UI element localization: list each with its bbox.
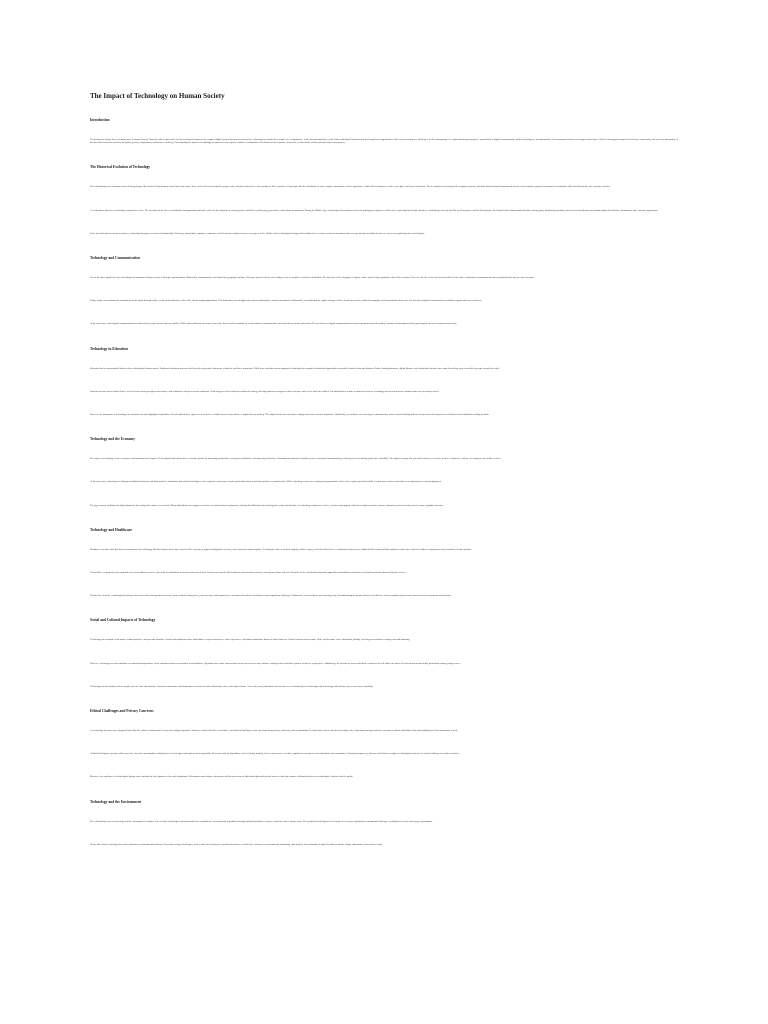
section-heading: Social and Cultural Impacts of Technology [90,618,156,623]
document-section [90,347,678,418]
paragraph: Today, people can communicate instantly across the globe through emails, social media platforms, video calls, and messaging applications. This immediacy has strengthened personal relationships, enabled international collaboration, and facilitated the rapid exchange of ideas. Social movements, political campaigns, and humanitarian efforts now rely heavily on digital communication to mobilize support and raise awareness. [90,300,482,303]
paragraph: Technology has reshaped social norms, cultural practices, and personal identities. Social media platforms allow individuals to express themselves, share experiences, and build communities based on shared interests. Cultural content such as music, films, and literature can be distributed globally, fostering cross-cultural exchange and understanding. [90,639,410,642]
paragraph: As technology becomes more integrated into daily life, ethical considerations become increasingly important. Advances in data collection, surveillance, and artificial intelligence raise questions about privacy, autonomy, and accountability. Personal data is often collected and analyzed by corporations and governments, sometimes without individuals fully understanding how their information is used. [90,730,458,733]
paragraph: Healthcare is another field that has been transformed by technology. Medical advancements have increased life expectancy, improved diagnostic accuracy, and enhanced treatment options. Technologies such as medical imaging, robotic surgery, and telemedicine have revolutionized patient care. Digital health records and data analytics enable more efficient healthcare management and personalized treatment plans. [90,548,472,551]
paragraph: At the same time, technology has disrupted traditional industries and labor markets. Automation and artificial intelligence have replaced certain types of jobs, particularly those involving repetitive or manual tasks. While technology creates new employment opportunities, these often require specialized skills, leaving some workers vulnerable to unemployment or underemployment. [90,481,442,484]
paragraph: Students can now attend virtual classes, access lectures from prestigious universities, and collaborate with peers across continents. Technology has also enabled personalized learning, allowing students to progress at their own pace and receive tailored feedback. For individuals in remote or underserved areas, technology has opened doors to education that were previously closed. [90,390,439,393]
paragraph: The gig economy, facilitated by digital platforms, has changed the nature of work itself. Many individuals now engage in freelance or contract-based employment, offering flexibility but often lacking job security and benefits. As technology continues to evolve, societies must grapple with how to adapt economic systems, education, and social safety nets to ensure equitable outcomes. [90,504,444,507]
paragraph: At the same time, technological communication has altered how people interact with one another. While online platforms can foster connection, they can also contribute to social isolation, misinformation, and reduced face-to-face interaction. The prevalence of digital communication has raised questions about the quality of human relationships and the psychological effects of constant connectivity. [90,323,457,326]
paragraph: In the twentieth and twenty-first centuries, technological progress accelerated dramatically. Electricity, automobiles, airplanes, computers, and the internet reshaped nearly every aspect of life. Unlike earlier technological changes that unfolded over centuries, modern innovations often emerge and spread within decades or even years, amplifying their social impact. [90,232,425,235]
paragraph: As civilizations advanced, technology continued to evolve. The invention of the wheel revolutionized transportation and trade, while the development of writing systems enabled record-keeping, governance, and cultural transmission. During the Middle Ages, technological innovations such as the printing press played a critical role in spreading knowledge and ideas, contributing to movements like the Renaissance and the Reformation. The Industrial Revolution marked another turning point, introducing machinery that increased production and fundamentally altered labor, urbanization, and economic organization. [90,209,659,212]
paragraph: One of the most significant ways technology has transformed human society is through communication. Historically, communication was limited by geography and time. Messages traveled slowly, often taking weeks or months to reach their destination. The invention of the telegraph, telephone, radio, and television gradually reduced these barriers. However, the rise of the internet and mobile devices has revolutionized communication more profoundly than any previous invention. [90,277,535,280]
document-section [90,437,678,508]
paragraph: Despite these benefits, technological healthcare also raises ethical and practical concerns. Issues related to data privacy, cybersecurity, and unequal access to advanced medical technologies remain significant challenges. Furthermore, an overreliance on technology may risk diminishing the human element of healthcare, such as empathy and personal connection between patients and providers. [90,595,452,598]
section-heading: Technology and Communication [90,256,140,261]
paragraph: However, the integration of technology into education has also highlighted inequalities. Not all students have equal access to devices, reliable internet connections, or digital literacy training. This digital divide can exacerbate existing social and economic disparities. Additionally, overreliance on technology in education may reduce critical thinking skills or interpersonal development if not balanced with traditional teaching methods. [90,414,490,417]
paragraph: On the other hand, technology also offers solutions to environmental problems. Renewable energy technologies, such as solar and wind power, provide alternatives to fossil fuels. Advances in environmental monitoring, data analysis, and sustainable design help address climate change and promote conservation efforts. [90,843,383,846]
section-heading: Technology and the Economy [90,437,136,442]
paragraph: The relationship between technology and the environment is complex. On one hand, technological advancements have contributed to environmental degradation through industrial pollution, resource extraction, and electronic waste. The production and disposal of electronic devices pose significant environmental challenges, including toxic waste and energy consumption. [90,820,433,823]
document-section [90,165,678,236]
document-section [90,256,678,327]
section-heading: Technology and Healthcare [90,527,132,532]
document-section [90,118,678,145]
paragraph: Moreover, the rapid pace of technological change often outstrips the development of laws and regulations. Policymakers must balance innovation with the protection of individual rights and societal values, a task that requires collaboration between technologists, ethicists, and the public. [90,776,354,779]
paragraph: The impact of technology on the economy is both profound and complex. Technological innovations drive economic growth by increasing productivity, creating new industries, and improving efficiency. Automation and advanced machinery have transformed manufacturing, reducing costs and making goods more affordable. The digital economy has generated entirely new sectors, such as e-commerce, software development, and online services. [90,458,502,461]
section-heading: Technology in Education [90,346,129,351]
document-section [90,618,678,689]
document-section [90,800,678,847]
section-heading: Ethical Challenges and Privacy Concerns [90,709,154,714]
section-heading: The Historical Evolution of Technology [90,165,151,170]
paragraph: However, technology can also contribute to cultural homogenization, where dominant cultures overshadow local traditions. Algorithms that curate content based on user preferences may reinforce existing beliefs and limit exposure to diverse perspectives. Additionally, the pressure to present idealized versions of oneself online can affect self-esteem and mental health, particularly among younger users. [90,662,461,665]
section-heading: Introduction [90,118,110,122]
paragraph: Technology has also influenced how people perceive time and attention. Constant notifications and information overload can lead to distraction, stress, and reduced focus. As a result, many individuals and societies are reevaluating their relationship with technology and seeking ways to use it more mindfully. [90,685,374,688]
paragraph: The relationship between humans and technology began with survival. Early humans created tools from stone, bone, and wood to hunt animals, prepare food, and protect themselves from predators. These primitive technologies laid the foundation for more complex innovations, such as agriculture, which allowed humans to settle in one place and form civilizations. The development of farming tools, irrigation systems, and domesticated animals transformed societies from nomadic groups into structured communities with social hierarchies and economic systems. [90,186,611,189]
paragraph: Technology has always been a defining force in human history. From the earliest stone tools used by prehistoric humans to the complex digital systems that govern modern life, technology has shaped how people live, communicate, work, and understand the world. Each technological advancement has brought new opportunities while also presenting new challenges. In the contemporary era, rapid technological progress—particularly in digital communication, artificial intelligence, and automation—has transformed society at an unprecedented pace. While technology has improved efficiency, connectivity, and access to information, it has also raised concerns related to inequality, privacy, employment, and human well-being. Understanding the impact of technology on human society requires a balanced examination of its historical development, its benefits, its drawbacks, and its potential future consequences. [90,139,678,145]
document-body [90,118,678,847]
paragraph: Education has been profoundly influenced by technological advancements. Traditional education systems relied heavily on physical classrooms, textbooks, and direct instruction. While these methods remain important, technology has expanded educational opportunities beyond the limits of time and location. Online learning platforms, digital libraries, and educational software have made knowledge more accessible to people around the world. [90,367,500,370]
document-section [90,528,678,599]
document-title: The Impact of Technology on Human Society [90,92,225,100]
paragraph: Artificial intelligence systems, while powerful, can reflect and amplify existing biases if not designed and implemented responsibly. Decisions made by algorithms—such as hiring, lending, or law enforcement—can have significant consequences for individuals and communities. Ensuring transparency, fairness, and ethical oversight in technological systems is a critical challenge for modern societies. [90,753,460,756]
paragraph: Telemedicine, in particular, has expanded access to healthcare services, especially for individuals in rural or underserved areas. Patients can consult with healthcare professionals remotely, reducing travel time and cost. Wearable devices and health monitoring apps allow individuals to track their own health and make informed lifestyle choices. [90,572,407,575]
document-section [90,709,678,780]
section-heading: Technology and the Environment [90,799,142,804]
